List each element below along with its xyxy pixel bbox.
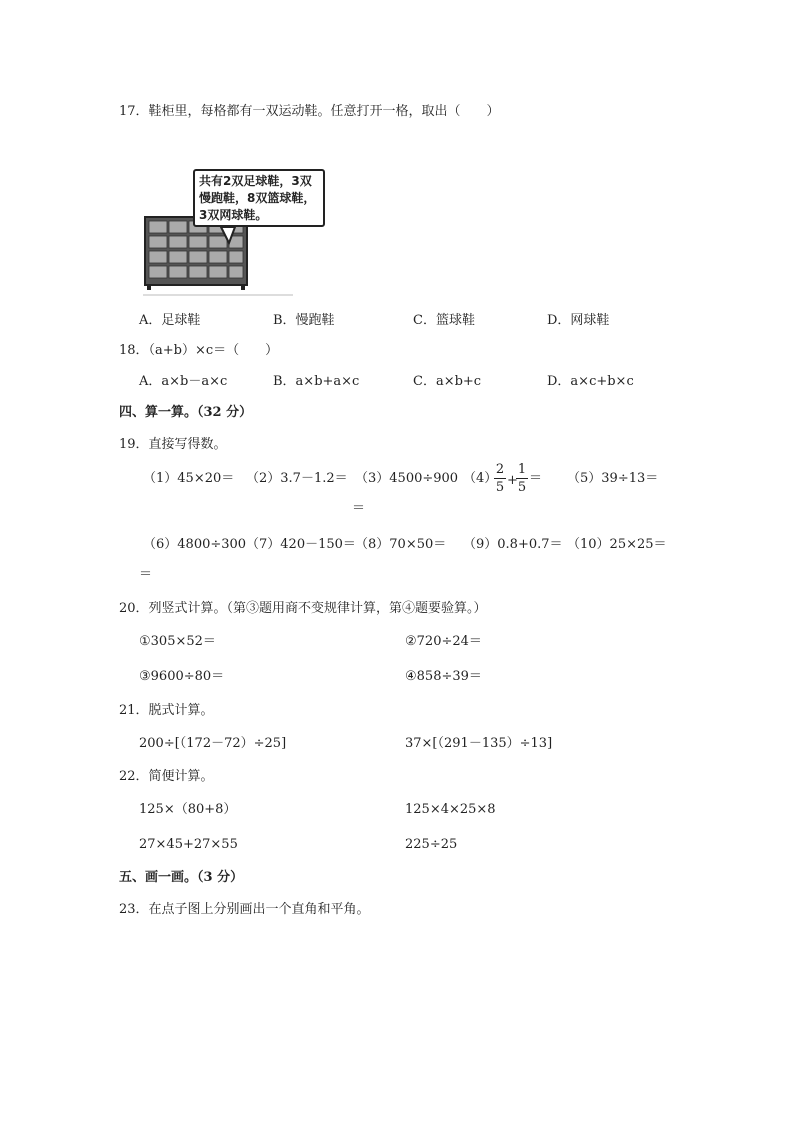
q20-item-4: ④858÷39＝ <box>405 669 482 684</box>
q20-stem: 20．列竖式计算。（第③题用商不变规律计算，第④题要验算。） <box>119 601 487 616</box>
q23-stem: 23．在点子图上分别画出一个直角和平角。 <box>119 902 370 917</box>
fraction-bar <box>494 478 506 479</box>
fraction-denominator: 5 <box>517 480 527 495</box>
q17-option-b[interactable]: B．慢跑鞋 <box>273 313 335 328</box>
q17-option-a[interactable]: A．足球鞋 <box>139 313 201 328</box>
q18-stem: 18．（a+b）×c＝（ ） <box>119 343 279 358</box>
q17-stem: 17．鞋柜里，每格都有一双运动鞋。任意打开一格，取出（ ） <box>119 104 500 119</box>
q17-option-c[interactable]: C．篮球鞋 <box>413 313 475 328</box>
q19-item-4: （4） <box>463 471 498 486</box>
fraction-bar <box>516 478 528 479</box>
q19-item-1: （1）45×20＝ <box>143 471 235 486</box>
q22-stem: 22．简便计算。 <box>119 769 214 784</box>
q21-item-1: 200÷[（172－72）÷25] <box>139 736 287 751</box>
q18-option-d[interactable]: D．a×c+b×c <box>547 374 634 389</box>
q18-option-b[interactable]: B．a×b+a×c <box>273 374 360 389</box>
q22-item-2: 125×4×25×8 <box>405 802 496 817</box>
q17-option-d[interactable]: D．网球鞋 <box>547 313 610 328</box>
q19-wrap-equals-1: ＝ <box>352 501 366 516</box>
q18-option-c[interactable]: C．a×b+c <box>413 374 482 389</box>
q19-stem: 19．直接写得数。 <box>119 437 227 452</box>
q20-item-3: ③9600÷80＝ <box>139 669 225 684</box>
fraction-denominator: 5 <box>495 480 505 495</box>
q19-item-8: （8）70×50＝ <box>355 537 447 552</box>
q19-item-2: （2）3.7－1.2＝ <box>246 471 348 486</box>
q19-item-3: （3）4500÷900 <box>355 471 459 486</box>
q19-plus-sign: + <box>507 473 518 488</box>
q21-item-2: 37×[（291－135）÷13] <box>405 736 553 751</box>
q22-item-3: 27×45+27×55 <box>139 837 238 852</box>
q22-item-1: 125×（80+8） <box>139 802 237 817</box>
fraction-numerator: 2 <box>495 462 505 477</box>
q19-fraction-2 <box>516 463 528 494</box>
q18-option-a[interactable]: A．a×b－a×c <box>139 374 228 389</box>
q19-item-10: （10）25×25＝ <box>567 537 667 552</box>
q19-wrap-equals-2: ＝ <box>139 567 153 582</box>
q19-item-7: （7）420－150＝ <box>246 537 356 552</box>
q20-item-1: ①305×52＝ <box>139 634 216 649</box>
section-four-heading: 四、算一算。（32 分） <box>119 405 253 420</box>
q20-item-2: ②720÷24＝ <box>405 634 482 649</box>
q21-stem: 21．脱式计算。 <box>119 703 214 718</box>
q19-item-6: （6）4800÷300 <box>143 537 247 552</box>
section-five-heading: 五、画一画。（3 分） <box>119 870 244 885</box>
q19-fraction-equals: ＝ <box>529 471 543 486</box>
q22-item-4: 225÷25 <box>405 837 458 852</box>
q19-item-5: （5）39÷13＝ <box>567 471 659 486</box>
q19-fraction-1 <box>494 463 506 494</box>
q19-item-9: （9）0.8+0.7＝ <box>463 537 563 552</box>
fraction-numerator: 1 <box>517 462 527 477</box>
speech-bubble: 共有2双足球鞋，3双慢跑鞋，8双篮球鞋，3双网球鞋。 <box>193 169 325 227</box>
shoe-cabinet-illustration <box>143 165 333 300</box>
